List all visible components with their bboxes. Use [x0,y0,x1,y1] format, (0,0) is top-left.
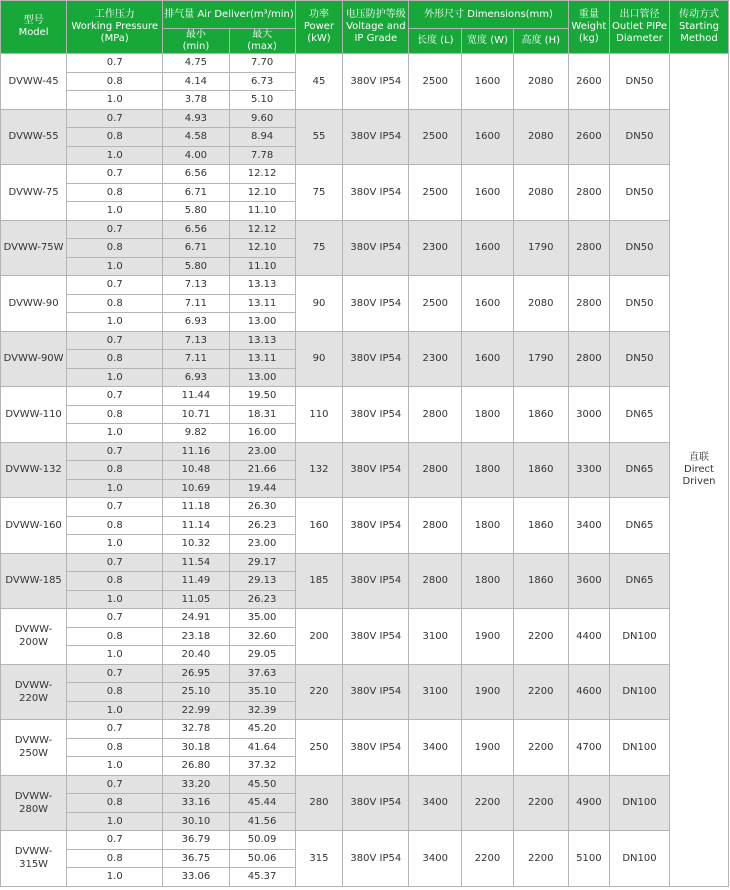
header-air-max: 最大 (max) [229,29,295,54]
voltage-cell: 380V IP54 [343,720,409,776]
pressure-cell: 1.0 [67,479,163,498]
height-cell: 1860 [513,442,568,498]
length-cell: 2800 [409,387,462,443]
power-cell: 45 [295,54,343,110]
air-min-cell: 5.80 [163,202,229,221]
length-cell: 3400 [409,775,462,831]
outlet-cell: DN100 [610,664,670,720]
length-cell: 3400 [409,831,462,887]
air-min-cell: 23.18 [163,627,229,646]
height-cell: 2200 [513,664,568,720]
pressure-cell: 1.0 [67,91,163,110]
power-cell: 280 [295,775,343,831]
height-cell: 1860 [513,498,568,554]
air-min-cell: 26.80 [163,757,229,776]
model-cell: DVWW-110 [1,387,67,443]
air-max-cell: 19.44 [229,479,295,498]
length-cell: 3100 [409,609,462,665]
air-max-cell: 12.10 [229,239,295,258]
model-cell: DVWW-200W [1,609,67,665]
table-row [1,220,729,239]
pressure-cell: 0.8 [67,794,163,813]
power-cell: 250 [295,720,343,776]
outlet-cell: DN50 [610,276,670,332]
pressure-cell: 1.0 [67,368,163,387]
air-max-cell: 11.10 [229,257,295,276]
width-cell: 2200 [462,775,514,831]
power-cell: 110 [295,387,343,443]
air-max-cell: 13.00 [229,368,295,387]
air-max-cell: 7.70 [229,54,295,73]
power-cell: 55 [295,109,343,165]
pressure-cell: 0.7 [67,220,163,239]
air-max-cell: 13.00 [229,313,295,332]
air-min-cell: 30.18 [163,738,229,757]
table-row [1,442,729,461]
air-max-cell: 26.23 [229,516,295,535]
pressure-cell: 0.7 [67,331,163,350]
pressure-cell: 0.7 [67,775,163,794]
height-cell: 2200 [513,720,568,776]
air-max-cell: 11.10 [229,202,295,221]
length-cell: 2500 [409,276,462,332]
air-min-cell: 36.75 [163,849,229,868]
air-min-cell: 5.80 [163,257,229,276]
pressure-cell: 0.8 [67,239,163,258]
outlet-cell: DN100 [610,775,670,831]
pressure-cell: 0.8 [67,738,163,757]
model-cell: DVWW-75 [1,165,67,221]
power-cell: 185 [295,553,343,609]
length-cell: 3100 [409,664,462,720]
power-cell: 75 [295,165,343,221]
length-cell: 2300 [409,220,462,276]
pressure-cell: 0.7 [67,664,163,683]
table-row [1,775,729,794]
air-max-cell: 50.06 [229,849,295,868]
voltage-cell: 380V IP54 [343,165,409,221]
header-method: 传动方式 Starting Method [669,1,728,54]
weight-cell: 3600 [568,553,609,609]
air-min-cell: 10.32 [163,535,229,554]
air-min-cell: 33.20 [163,775,229,794]
pressure-cell: 0.8 [67,405,163,424]
power-cell: 75 [295,220,343,276]
weight-cell: 5100 [568,831,609,887]
model-cell: DVWW-220W [1,664,67,720]
pressure-cell: 1.0 [67,812,163,831]
pressure-cell: 0.7 [67,165,163,184]
model-cell: DVWW-280W [1,775,67,831]
weight-cell: 3300 [568,442,609,498]
air-min-cell: 4.58 [163,128,229,147]
air-max-cell: 23.00 [229,535,295,554]
air-min-cell: 6.93 [163,368,229,387]
height-cell: 1860 [513,553,568,609]
table-row [1,553,729,572]
air-min-cell: 24.91 [163,609,229,628]
width-cell: 1600 [462,220,514,276]
power-cell: 160 [295,498,343,554]
header-length: 长度 (L) [409,29,462,54]
height-cell: 2080 [513,165,568,221]
pressure-cell: 1.0 [67,757,163,776]
outlet-cell: DN65 [610,442,670,498]
air-max-cell: 8.94 [229,128,295,147]
header-height: 高度 (H) [513,29,568,54]
table-row [1,664,729,683]
height-cell: 1790 [513,220,568,276]
air-min-cell: 11.44 [163,387,229,406]
pressure-cell: 0.7 [67,276,163,295]
length-cell: 2800 [409,498,462,554]
table-row [1,498,729,517]
outlet-cell: DN50 [610,331,670,387]
voltage-cell: 380V IP54 [343,775,409,831]
air-min-cell: 6.71 [163,239,229,258]
height-cell: 1860 [513,387,568,443]
air-min-cell: 11.49 [163,572,229,591]
weight-cell: 4900 [568,775,609,831]
air-min-cell: 26.95 [163,664,229,683]
power-cell: 200 [295,609,343,665]
air-min-cell: 11.54 [163,553,229,572]
air-min-cell: 4.14 [163,72,229,91]
air-min-cell: 11.05 [163,590,229,609]
width-cell: 1800 [462,553,514,609]
pressure-cell: 0.8 [67,849,163,868]
table-body [1,54,729,887]
model-cell: DVWW-132 [1,442,67,498]
voltage-cell: 380V IP54 [343,387,409,443]
table-row [1,720,729,739]
width-cell: 1900 [462,609,514,665]
outlet-cell: DN65 [610,553,670,609]
voltage-cell: 380V IP54 [343,331,409,387]
pressure-cell: 0.8 [67,72,163,91]
air-min-cell: 10.69 [163,479,229,498]
model-cell: DVWW-185 [1,553,67,609]
height-cell: 2200 [513,831,568,887]
height-cell: 1790 [513,331,568,387]
air-min-cell: 6.56 [163,165,229,184]
air-min-cell: 7.13 [163,276,229,295]
outlet-cell: DN100 [610,720,670,776]
air-min-cell: 9.82 [163,424,229,443]
air-max-cell: 5.10 [229,91,295,110]
air-max-cell: 23.00 [229,442,295,461]
table-row [1,387,729,406]
model-cell: DVWW-315W [1,831,67,887]
model-cell: DVWW-90W [1,331,67,387]
pressure-cell: 0.7 [67,387,163,406]
outlet-cell: DN100 [610,609,670,665]
starting-method-cell: 直联 Direct Driven [669,54,728,887]
width-cell: 1800 [462,387,514,443]
pressure-cell: 0.8 [67,516,163,535]
air-max-cell: 37.63 [229,664,295,683]
outlet-cell: DN50 [610,165,670,221]
air-max-cell: 18.31 [229,405,295,424]
width-cell: 1800 [462,442,514,498]
air-min-cell: 3.78 [163,91,229,110]
air-min-cell: 6.93 [163,313,229,332]
model-cell: DVWW-55 [1,109,67,165]
width-cell: 1600 [462,165,514,221]
air-max-cell: 7.78 [229,146,295,165]
table-row [1,54,729,73]
air-min-cell: 10.71 [163,405,229,424]
outlet-cell: DN65 [610,498,670,554]
pressure-cell: 0.7 [67,553,163,572]
pressure-cell: 0.8 [67,183,163,202]
weight-cell: 3400 [568,498,609,554]
air-min-cell: 32.78 [163,720,229,739]
pressure-cell: 0.7 [67,54,163,73]
table-row [1,165,729,184]
weight-cell: 2600 [568,54,609,110]
weight-cell: 2800 [568,331,609,387]
header-dimensions: 外形尺寸 Dimensions(mm) [409,1,568,29]
air-max-cell: 21.66 [229,461,295,480]
weight-cell: 2800 [568,165,609,221]
pressure-cell: 0.8 [67,294,163,313]
air-max-cell: 13.13 [229,276,295,295]
voltage-cell: 380V IP54 [343,109,409,165]
power-cell: 90 [295,331,343,387]
length-cell: 2500 [409,54,462,110]
air-min-cell: 33.16 [163,794,229,813]
width-cell: 1600 [462,54,514,110]
height-cell: 2080 [513,54,568,110]
header-outlet: 出口管径 Outlet PIPe Diameter [610,1,670,54]
model-cell: DVWW-75W [1,220,67,276]
header-voltage: 电压防护等级 Voltage and IP Grade [343,1,409,54]
air-max-cell: 45.44 [229,794,295,813]
voltage-cell: 380V IP54 [343,220,409,276]
header-model: 型号 Model [1,1,67,54]
air-min-cell: 20.40 [163,646,229,665]
air-min-cell: 6.71 [163,183,229,202]
length-cell: 2500 [409,165,462,221]
voltage-cell: 380V IP54 [343,664,409,720]
air-max-cell: 41.56 [229,812,295,831]
air-max-cell: 45.50 [229,775,295,794]
table-row [1,831,729,850]
height-cell: 2080 [513,109,568,165]
air-min-cell: 7.11 [163,350,229,369]
air-max-cell: 26.30 [229,498,295,517]
weight-cell: 3000 [568,387,609,443]
width-cell: 2200 [462,831,514,887]
pressure-cell: 0.8 [67,572,163,591]
pressure-cell: 0.8 [67,683,163,702]
length-cell: 2800 [409,553,462,609]
air-max-cell: 50.09 [229,831,295,850]
header-air-deliver: 排气量 Air Deliver(m³/min) [163,1,295,29]
power-cell: 315 [295,831,343,887]
width-cell: 1900 [462,720,514,776]
air-min-cell: 33.06 [163,868,229,887]
table-row [1,109,729,128]
pressure-cell: 1.0 [67,313,163,332]
pressure-cell: 0.8 [67,128,163,147]
air-min-cell: 11.16 [163,442,229,461]
air-max-cell: 12.10 [229,183,295,202]
air-max-cell: 9.60 [229,109,295,128]
pressure-cell: 0.8 [67,461,163,480]
air-max-cell: 19.50 [229,387,295,406]
weight-cell: 4700 [568,720,609,776]
weight-cell: 2800 [568,220,609,276]
pressure-cell: 1.0 [67,590,163,609]
outlet-cell: DN100 [610,831,670,887]
pressure-cell: 1.0 [67,535,163,554]
table-header [1,1,729,54]
width-cell: 1600 [462,276,514,332]
width-cell: 1600 [462,109,514,165]
air-max-cell: 32.60 [229,627,295,646]
air-max-cell: 32.39 [229,701,295,720]
air-min-cell: 11.18 [163,498,229,517]
voltage-cell: 380V IP54 [343,553,409,609]
weight-cell: 2800 [568,276,609,332]
pressure-cell: 1.0 [67,202,163,221]
height-cell: 2200 [513,609,568,665]
air-min-cell: 7.11 [163,294,229,313]
pressure-cell: 0.7 [67,498,163,517]
model-cell: DVWW-250W [1,720,67,776]
air-max-cell: 16.00 [229,424,295,443]
pressure-cell: 0.8 [67,627,163,646]
air-max-cell: 13.11 [229,350,295,369]
pressure-cell: 0.7 [67,720,163,739]
voltage-cell: 380V IP54 [343,498,409,554]
height-cell: 2080 [513,276,568,332]
pressure-cell: 0.7 [67,109,163,128]
length-cell: 2800 [409,442,462,498]
air-max-cell: 13.11 [229,294,295,313]
air-min-cell: 4.00 [163,146,229,165]
model-cell: DVWW-90 [1,276,67,332]
width-cell: 1900 [462,664,514,720]
header-weight: 重量 Weight (kg) [568,1,609,54]
air-max-cell: 45.20 [229,720,295,739]
power-cell: 90 [295,276,343,332]
air-max-cell: 29.13 [229,572,295,591]
voltage-cell: 380V IP54 [343,831,409,887]
pressure-cell: 1.0 [67,646,163,665]
air-min-cell: 11.14 [163,516,229,535]
pressure-cell: 1.0 [67,868,163,887]
header-width: 宽度 (W) [462,29,514,54]
pressure-cell: 1.0 [67,146,163,165]
weight-cell: 2600 [568,109,609,165]
width-cell: 1800 [462,498,514,554]
air-max-cell: 35.10 [229,683,295,702]
power-cell: 220 [295,664,343,720]
outlet-cell: DN50 [610,54,670,110]
air-min-cell: 6.56 [163,220,229,239]
voltage-cell: 380V IP54 [343,54,409,110]
air-max-cell: 13.13 [229,331,295,350]
outlet-cell: DN50 [610,109,670,165]
model-cell: DVWW-160 [1,498,67,554]
table-row [1,331,729,350]
air-min-cell: 22.99 [163,701,229,720]
air-max-cell: 37.32 [229,757,295,776]
air-max-cell: 12.12 [229,165,295,184]
pressure-cell: 0.7 [67,442,163,461]
air-max-cell: 35.00 [229,609,295,628]
weight-cell: 4600 [568,664,609,720]
pressure-cell: 0.8 [67,350,163,369]
pressure-cell: 1.0 [67,701,163,720]
pressure-cell: 1.0 [67,424,163,443]
length-cell: 2300 [409,331,462,387]
voltage-cell: 380V IP54 [343,276,409,332]
air-max-cell: 29.05 [229,646,295,665]
power-cell: 132 [295,442,343,498]
air-max-cell: 6.73 [229,72,295,91]
voltage-cell: 380V IP54 [343,442,409,498]
outlet-cell: DN65 [610,387,670,443]
table-row [1,276,729,295]
air-min-cell: 4.75 [163,54,229,73]
air-max-cell: 45.37 [229,868,295,887]
air-max-cell: 29.17 [229,553,295,572]
air-min-cell: 4.93 [163,109,229,128]
table-row [1,609,729,628]
air-min-cell: 30.10 [163,812,229,831]
air-max-cell: 26.23 [229,590,295,609]
air-min-cell: 36.79 [163,831,229,850]
length-cell: 2500 [409,109,462,165]
pressure-cell: 0.7 [67,831,163,850]
air-min-cell: 10.48 [163,461,229,480]
pressure-cell: 0.7 [67,609,163,628]
model-cell: DVWW-45 [1,54,67,110]
pressure-cell: 1.0 [67,257,163,276]
header-air-min: 最小 (min) [163,29,229,54]
outlet-cell: DN50 [610,220,670,276]
header-power: 功率 Power (kW) [295,1,343,54]
air-min-cell: 7.13 [163,331,229,350]
width-cell: 1600 [462,331,514,387]
length-cell: 3400 [409,720,462,776]
air-min-cell: 25.10 [163,683,229,702]
air-max-cell: 41.64 [229,738,295,757]
height-cell: 2200 [513,775,568,831]
weight-cell: 4400 [568,609,609,665]
header-pressure: 工作压力 Working Pressure (MPa) [67,1,163,54]
voltage-cell: 380V IP54 [343,609,409,665]
air-max-cell: 12.12 [229,220,295,239]
